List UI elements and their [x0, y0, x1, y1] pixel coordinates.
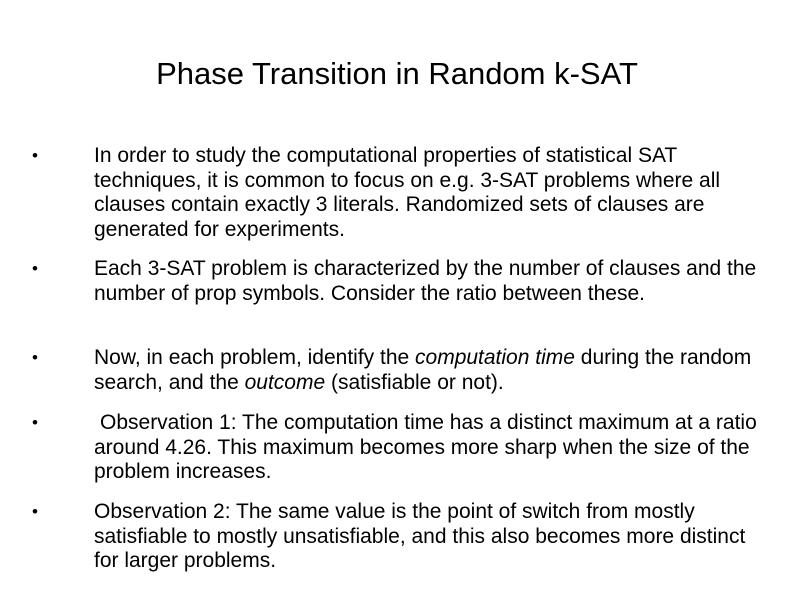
bullet-text: Each 3-SAT problem is characterized by the number of clauses and the number of prop symbols. Consider the ratio between these. — [94, 257, 757, 305]
bullet-text-part: Now, in each problem, identify the — [94, 346, 416, 369]
bullet-text: Observation 2: The same value is the point of switch from mostly satisfiable to mostly unsatisfiable, and this also becomes more distinct for larger problems. — [94, 500, 746, 572]
bullet-icon: • — [32, 259, 38, 278]
bullet-text-part: during the random search, and the — [94, 346, 752, 394]
bullet-icon: • — [32, 413, 38, 432]
emphasis-computation-time: computation time — [415, 346, 575, 369]
slide-title: Phase Transition in Random k-SAT — [156, 56, 638, 91]
emphasis-outcome: outcome — [244, 370, 326, 394]
bullet-text — [94, 411, 764, 485]
bullet-icon: • — [32, 146, 38, 165]
bullet-text: In order to study the computational properties of statistical SAT techniques, it is common to focus on e.g. 3-SAT problems where all clauses contain exactly 3 literals. Randomized sets of clauses are generated for experiments. — [94, 144, 721, 241]
bullet-text-part: (satisfiable or not). — [325, 370, 504, 394]
bullet-text-part: Observation 1: The computation time has a distinct maximum at a ratio around 4.26. This maximum becomes more sharp when the size of the problem increases. — [94, 411, 757, 483]
bullet-icon: • — [32, 348, 38, 367]
bullet-text — [94, 346, 764, 395]
bullet-icon: • — [32, 502, 38, 521]
